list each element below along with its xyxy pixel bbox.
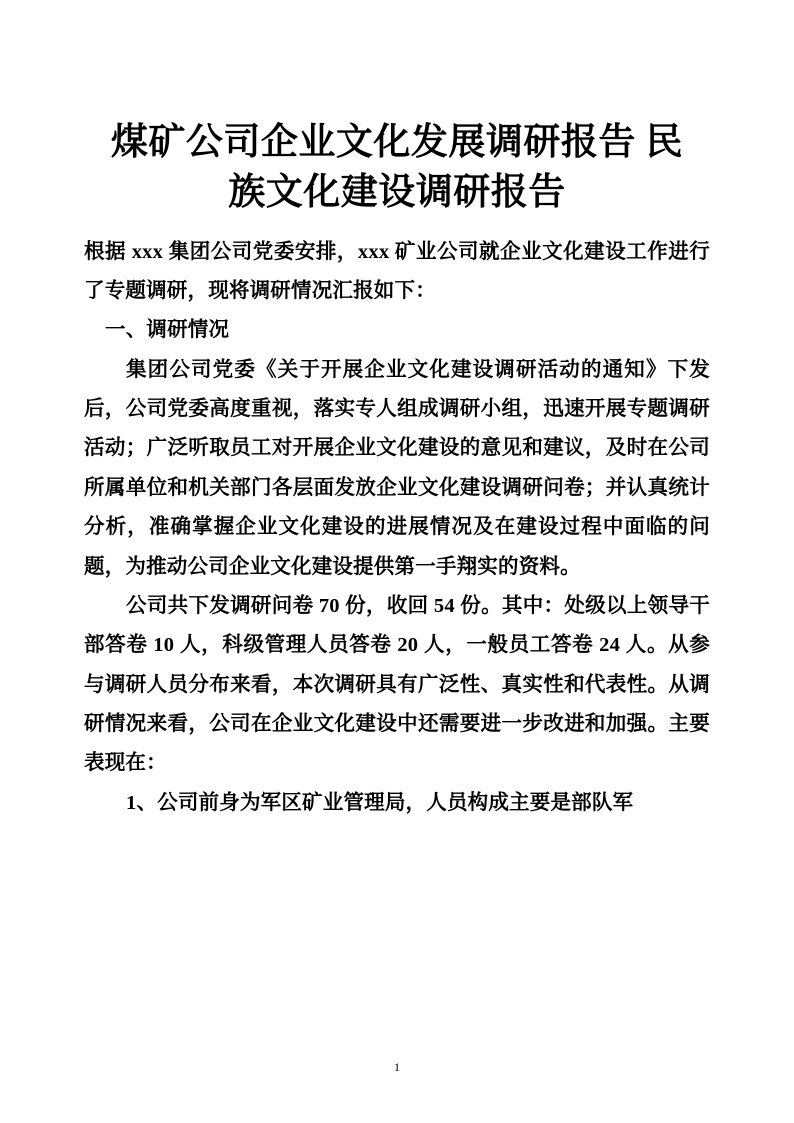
paragraph-intro: 根据 xxx 集团公司党委安排，xxx 矿业公司就企业文化建设工作进行了专题调研，现将调研情况汇报如下： bbox=[84, 240, 710, 302]
paragraph-section-one-body: 集团公司党委《关于开展企业文化建设调研活动的通知》下发后，公司党委高度重视，落实专人组成调研小组，迅速开展专题调研活动；广泛听取员工对开展企业文化建设的意见和建议，及时在公司所属单位和机关部门各层面发放企业文化建设调研问卷；并认真统计分析，准确掌握企业文化建设的进展情况及在建设过程中面临的问题，为推动公司企业文化建设提供第一手翔实的资料。 bbox=[84, 358, 710, 578]
paragraph-survey-stats: 公司共下发调研问卷 70 份，收回 54 份。其中：处级以上领导干部答卷 10 人，科级管理人员答卷 20 人，一般员工答卷 24 人。从参与调研人员分布来看，本次调研具有广泛性、真实性和代表性。从调研情况来看，公司在企业文化建设中还需要进一步改进和加强。主要表现在： bbox=[84, 594, 710, 775]
page-title: 煤矿公司企业文化发展调研报告 民族文化建设调研报告 bbox=[110, 122, 684, 214]
section-heading-one: 一、调研情况 bbox=[105, 319, 230, 342]
page-number: 1 bbox=[394, 1060, 400, 1074]
paragraph-point-one: 1、公司前身为军区矿业管理局，人员构成主要是部队军 bbox=[126, 791, 634, 814]
